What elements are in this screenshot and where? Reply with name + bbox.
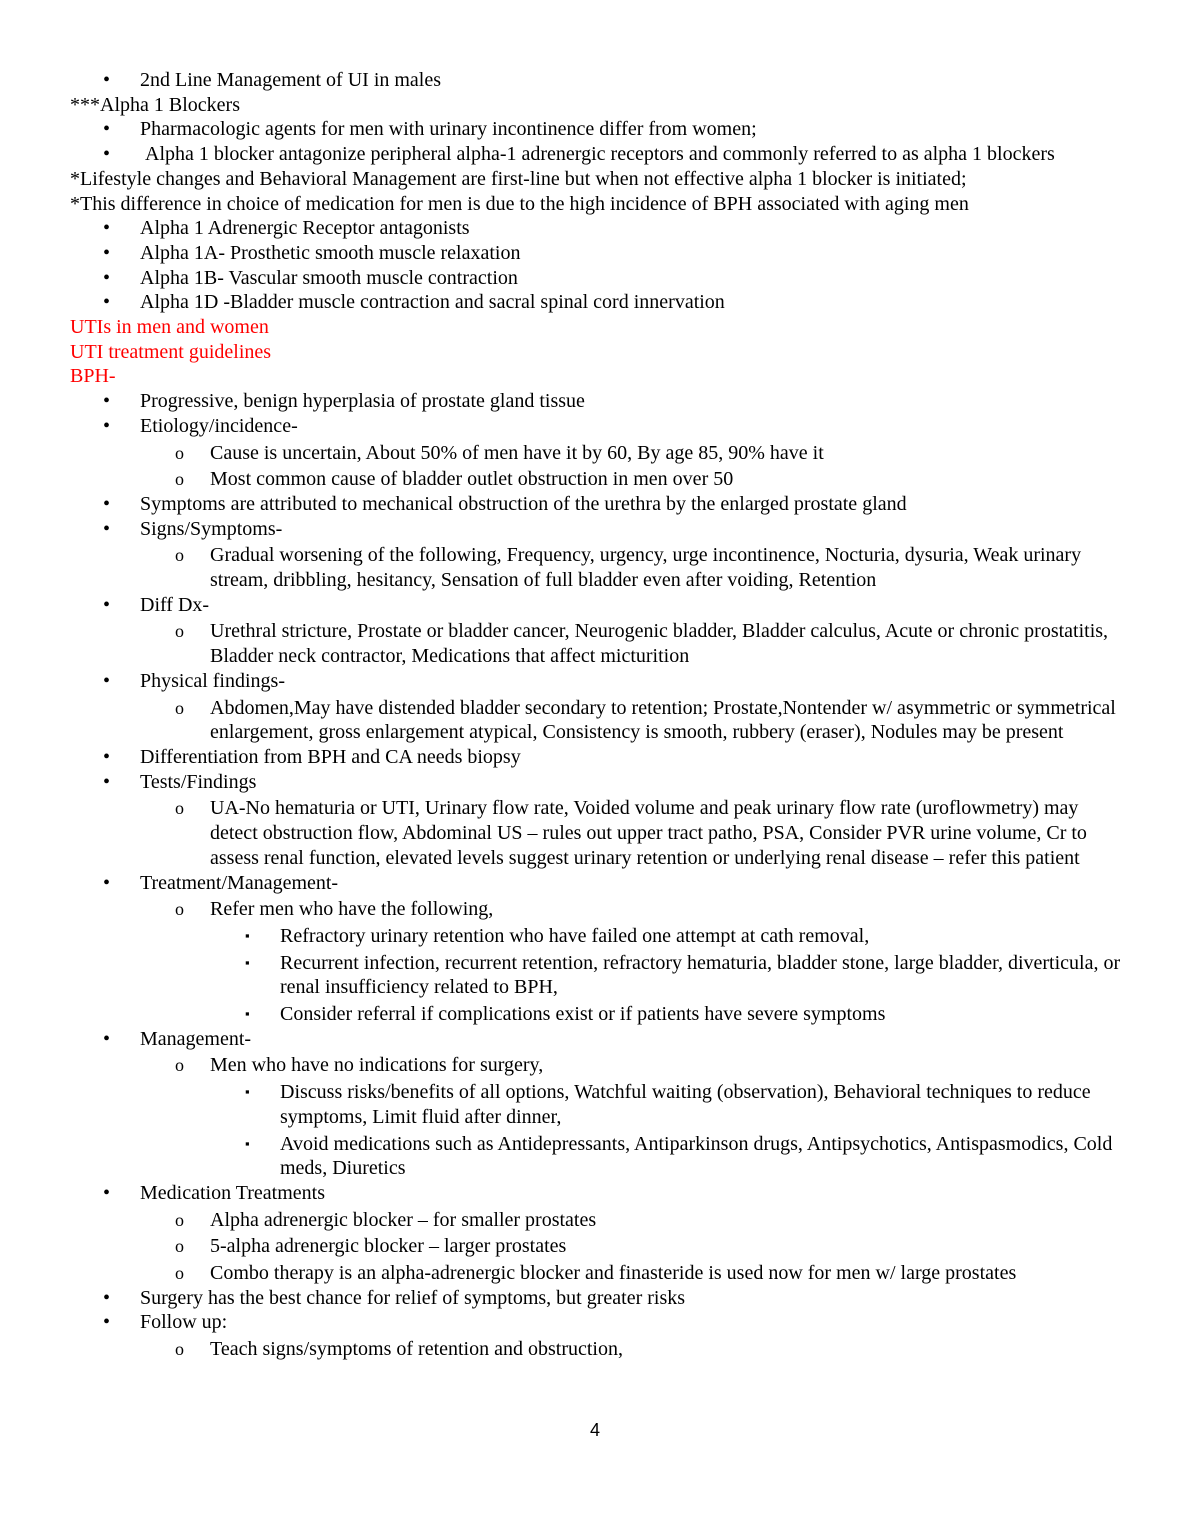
line-text: 5-alpha adrenergic blocker – larger prostates [210, 1235, 567, 1258]
line-text: Symptoms are attributed to mechanical obstruction of the urethra by the enlarged prostate gland [140, 492, 907, 515]
line-text: Signs/Symptoms- [140, 517, 283, 540]
sub-list-item [70, 441, 1122, 466]
sub-sub-list-item [70, 1002, 1122, 1027]
line-text: Teach signs/symptoms of retention and obstruction, [210, 1338, 623, 1361]
bullet-circle-icon: o [175, 899, 184, 920]
line-text: Medication Treatments [140, 1181, 325, 1204]
sub-list-item [70, 796, 1122, 870]
bullet-dot-icon: • [103, 593, 111, 616]
sub-list-item [70, 897, 1122, 922]
bullet-circle-icon: o [175, 1236, 184, 1257]
line-text: Alpha 1D -Bladder muscle contraction and sacral spinal cord innervation [140, 291, 725, 314]
bullet-circle-icon: o [175, 469, 184, 490]
list-item [70, 871, 1122, 896]
bullet-dot-icon: • [103, 1181, 111, 1204]
bullet-square-icon: ▪ [245, 954, 250, 970]
bullet-dot-icon: • [103, 143, 111, 166]
line-text: Discuss risks/benefits of all options, Watchful waiting (observation), Behavioral techniques to reduce symptoms, Limit fluid after dinner, [280, 1081, 1096, 1128]
bullet-circle-icon: o [175, 697, 184, 718]
list-item [70, 117, 1122, 142]
bullet-dot-icon: • [103, 1027, 111, 1050]
bullet-circle-icon: o [175, 1055, 184, 1076]
bullet-square-icon: ▪ [245, 927, 250, 943]
bullet-dot-icon: • [103, 871, 111, 894]
line-text: Consider referral if complications exist or if patients have severe symptoms [280, 1003, 886, 1026]
sub-list-item [70, 543, 1122, 592]
list-item [70, 517, 1122, 542]
list-item [70, 669, 1122, 694]
bullet-dot-icon: • [103, 517, 111, 540]
bullet-dot-icon: • [103, 745, 111, 768]
line-text: UTI treatment guidelines [70, 340, 272, 363]
list-item [70, 142, 1122, 167]
line-text: *Lifestyle changes and Behavioral Management are first-line but when not effective alpha 1 blocker is initiated; [70, 167, 967, 190]
bullet-square-icon: ▪ [245, 1135, 250, 1151]
document-body [70, 68, 1126, 1362]
section-heading [70, 340, 1122, 365]
note-line [70, 93, 1122, 118]
bullet-circle-icon: o [175, 1339, 184, 1360]
list-item [70, 1286, 1122, 1311]
line-text: Management- [140, 1027, 252, 1050]
list-item [70, 216, 1122, 241]
bullet-dot-icon: • [103, 266, 111, 289]
note-line [70, 192, 1122, 217]
list-item [70, 290, 1122, 315]
list-item [70, 770, 1122, 795]
line-text: Treatment/Management- [140, 871, 339, 894]
line-text: Refer men who have the following, [210, 898, 494, 921]
bullet-dot-icon: • [103, 414, 111, 437]
line-text: Alpha 1 Adrenergic Receptor antagonists [140, 217, 470, 240]
sub-sub-list-item [70, 1080, 1122, 1129]
list-item [70, 745, 1122, 770]
line-text: 2nd Line Management of UI in males [140, 69, 442, 91]
list-item [70, 492, 1122, 517]
bullet-dot-icon: • [103, 69, 111, 91]
line-text: Differentiation from BPH and CA needs biopsy [140, 745, 521, 768]
list-item [70, 266, 1122, 291]
line-text: Tests/Findings [140, 770, 257, 793]
sub-list-item [70, 696, 1122, 745]
sub-sub-list-item [70, 951, 1126, 1000]
list-item [70, 414, 1122, 439]
line-text: BPH- [70, 365, 116, 388]
bullet-dot-icon: • [103, 1286, 111, 1309]
section-heading [70, 315, 1122, 340]
list-item [70, 1181, 1122, 1206]
bullet-square-icon: ▪ [245, 1006, 250, 1022]
list-item [70, 68, 1122, 93]
list-item [70, 1027, 1122, 1052]
bullet-dot-icon: • [103, 291, 111, 314]
line-text: Diff Dx- [140, 593, 210, 616]
bullet-dot-icon: • [103, 118, 111, 141]
line-text: Refractory urinary retention who have failed one attempt at cath removal, [280, 924, 870, 947]
sub-list-item [70, 619, 1122, 668]
bullet-dot-icon: • [103, 241, 111, 264]
line-text: Physical findings- [140, 669, 285, 692]
bullet-circle-icon: o [175, 1209, 184, 1230]
sub-list-item [70, 1261, 1122, 1286]
line-text: Pharmacologic agents for men with urinary incontinence differ from women; [140, 118, 757, 141]
line-text: UA-No hematuria or UTI, Urinary flow rate, Voided volume and peak urinary flow rate (uroflowmetry) may detect obstruction flow, Abdominal US – rules out upper tract patho, PSA, Consider PVR urine volume, Cr to assess renal function, elevated levels suggest urinary retention or underlying renal disease – refer this patient [210, 797, 1092, 869]
list-item [70, 1310, 1122, 1335]
page-number: 4 [589, 1420, 600, 1440]
sub-list-item [70, 467, 1122, 492]
note-line [70, 167, 1122, 192]
bullet-dot-icon: • [103, 1311, 111, 1334]
sub-list-item [70, 1234, 1122, 1259]
bullet-dot-icon: • [103, 217, 111, 240]
list-item [70, 389, 1122, 414]
section-heading [70, 364, 1122, 389]
line-text: UTIs in men and women [70, 316, 269, 339]
bullet-square-icon: ▪ [245, 1084, 250, 1100]
list-item [70, 241, 1122, 266]
bullet-dot-icon: • [103, 669, 111, 692]
line-text: Alpha 1A- Prosthetic smooth muscle relaxation [140, 241, 521, 264]
line-text: Cause is uncertain, About 50% of men have it by 60, By age 85, 90% have it [210, 441, 824, 464]
bullet-circle-icon: o [175, 621, 184, 642]
line-text: Alpha adrenergic blocker – for smaller prostates [210, 1208, 597, 1231]
line-text: Abdomen,May have distended bladder secondary to retention; Prostate,Nontender w/ asymmetric or symmetrical enlargement, gross enlargement atypical, Consistency is smooth, rubbery (eraser), Nodules may be present [210, 696, 1121, 744]
sub-sub-list-item [70, 1132, 1122, 1181]
line-text: Men who have no indications for surgery, [210, 1054, 544, 1077]
line-text: Alpha 1 blocker antagonize peripheral alpha-1 adrenergic receptors and commonly referred to as alpha 1 blockers [140, 143, 1055, 166]
line-text: Surgery has the best chance for relief of symptoms, but greater risks [140, 1286, 686, 1309]
sub-sub-list-item [70, 924, 1122, 949]
line-text: Etiology/incidence- [140, 414, 298, 437]
bullet-circle-icon: o [175, 545, 184, 566]
line-text: Combo therapy is an alpha-adrenergic blocker and finasteride is used now for men w/ large prostates [210, 1262, 1017, 1285]
line-text: Recurrent infection, recurrent retention, refractory hematuria, bladder stone, large bladder, diverticula, or renal insufficiency related to BPH, [280, 951, 1126, 999]
sub-list-item [70, 1337, 1122, 1362]
line-text: Avoid medications such as Antidepressants, Antiparkinson drugs, Antipsychotics, Antispasmodics, Cold meds, Diuretics [280, 1132, 1118, 1180]
line-text: Gradual worsening of the following, Frequency, urgency, urge incontinence, Nocturia, dysuria, Weak urinary stream, dribbling, hesitancy, Sensation of full bladder even after voiding, Retention [210, 544, 1087, 592]
line-text: Alpha 1B- Vascular smooth muscle contraction [140, 266, 518, 289]
line-text: ***Alpha 1 Blockers [70, 93, 240, 116]
bullet-dot-icon: • [103, 390, 111, 413]
line-text: Follow up: [140, 1311, 228, 1334]
bullet-dot-icon: • [103, 770, 111, 793]
line-text: Progressive, benign hyperplasia of prostate gland tissue [140, 390, 585, 413]
sub-list-item [70, 1208, 1122, 1233]
line-text: Most common cause of bladder outlet obstruction in men over 50 [210, 468, 734, 491]
line-text: Urethral stricture, Prostate or bladder cancer, Neurogenic bladder, Bladder calculus, Acute or chronic prostatitis, Bladder neck contractor, Medications that affect micturition [210, 620, 1114, 668]
sub-list-item [70, 1053, 1122, 1078]
bullet-circle-icon: o [175, 442, 184, 463]
list-item [70, 593, 1122, 618]
bullet-circle-icon: o [175, 798, 184, 819]
bullet-dot-icon: • [103, 492, 111, 515]
bullet-circle-icon: o [175, 1263, 184, 1284]
line-text: *This difference in choice of medication for men is due to the high incidence of BPH associated with aging men [70, 192, 969, 215]
